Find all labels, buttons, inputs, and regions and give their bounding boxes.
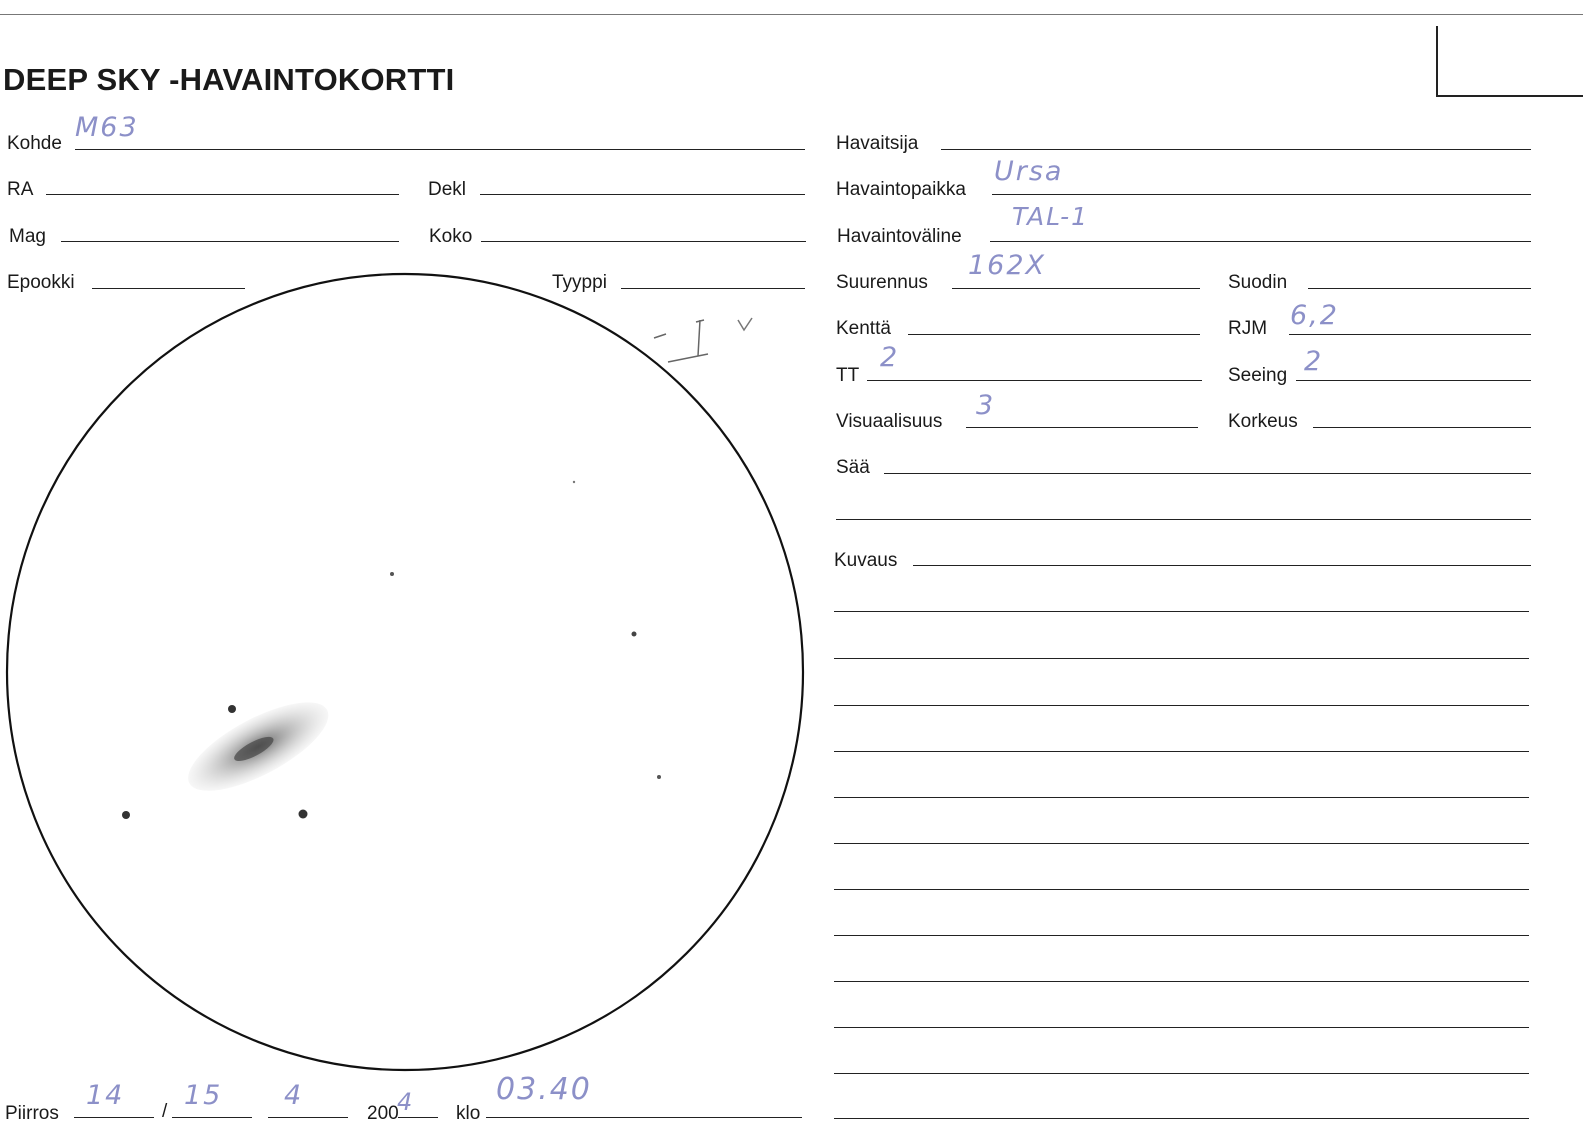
value-tt: 2 [880, 342, 900, 373]
label-kentta: Kenttä [836, 318, 891, 339]
value-kohde: M63 [75, 112, 139, 143]
star [122, 811, 130, 819]
kuvaus-line[interactable] [834, 1118, 1529, 1119]
kuvaus-line[interactable] [834, 658, 1529, 659]
top-border [0, 14, 1583, 15]
star [299, 810, 308, 819]
star [632, 632, 637, 637]
date-separator: / [162, 1101, 168, 1122]
label-seeing: Seeing [1228, 365, 1288, 386]
field-day[interactable] [74, 1117, 154, 1118]
kuvaus-line[interactable] [834, 751, 1529, 752]
label-visuaalisuus: Visuaalisuus [836, 411, 943, 432]
value-visuaalisuus: 3 [976, 390, 996, 421]
label-saa: Sää [836, 457, 870, 478]
kuvaus-line[interactable] [834, 843, 1529, 844]
kuvaus-line[interactable] [834, 889, 1529, 890]
label-piirros: Piirros [5, 1103, 59, 1124]
label-suurennus: Suurennus [836, 272, 928, 293]
field-ra[interactable] [46, 194, 399, 195]
label-tyyppi: Tyyppi [552, 272, 607, 293]
label-havaintopaikka: Havaintopaikka [836, 179, 966, 200]
field-kohde[interactable] [75, 149, 805, 150]
label-suodin: Suodin [1228, 272, 1288, 293]
value-month2: 4 [284, 1080, 304, 1111]
label-dekl: Dekl [428, 179, 467, 200]
orientation-arrow-icon [648, 310, 768, 370]
field-saa-line2[interactable] [836, 519, 1531, 520]
galaxy-sketch [176, 685, 340, 808]
kuvaus-line[interactable] [834, 797, 1529, 798]
field-saa[interactable] [884, 473, 1531, 474]
field-year[interactable] [398, 1117, 438, 1118]
card-title: DEEP SKY -HAVAINTOKORTTI [3, 62, 455, 97]
star [657, 775, 661, 779]
field-klo[interactable] [486, 1117, 802, 1118]
value-time: 03.40 [496, 1072, 592, 1107]
value-havaintopaikka: Ursa [994, 156, 1064, 187]
corner-mark [1436, 26, 1438, 96]
value-seeing: 2 [1304, 346, 1324, 377]
field-korkeus[interactable] [1313, 427, 1531, 428]
kuvaus-line[interactable] [834, 611, 1529, 612]
kuvaus-line[interactable] [834, 935, 1529, 936]
value-havaintovaline: TAL-1 [1012, 202, 1089, 231]
label-epookki: Epookki [7, 272, 75, 293]
label-rjm: RJM [1228, 318, 1268, 339]
field-kentta[interactable] [908, 334, 1200, 335]
label-year: 200 [367, 1103, 399, 1124]
kuvaus-line[interactable] [834, 1073, 1529, 1074]
label-koko: Koko [429, 226, 473, 247]
field-seeing[interactable] [1296, 380, 1531, 381]
field-havaintovaline[interactable] [990, 241, 1531, 242]
value-suurennus: 162X [968, 250, 1047, 281]
kuvaus-line[interactable] [834, 705, 1529, 706]
label-ra: RA [7, 179, 34, 200]
field-koko[interactable] [481, 241, 806, 242]
value-day: 14 [86, 1080, 125, 1111]
corner-mark-base [1436, 95, 1583, 97]
label-kohde: Kohde [7, 133, 62, 154]
field-mag[interactable] [61, 241, 399, 242]
field-dekl[interactable] [480, 194, 805, 195]
value-rjm: 6,2 [1290, 300, 1339, 331]
star [573, 481, 575, 483]
field-havaitsija[interactable] [941, 149, 1531, 150]
field-suodin[interactable] [1308, 288, 1531, 289]
value-year-digit: 4 [397, 1088, 415, 1116]
field-rjm[interactable] [1289, 334, 1531, 335]
field-visuaalisuus[interactable] [966, 427, 1198, 428]
label-kuvaus: Kuvaus [834, 550, 898, 571]
eyepiece-circle [7, 274, 803, 1070]
star [390, 572, 394, 576]
field-month[interactable] [172, 1117, 252, 1118]
kuvaus-line[interactable] [834, 1027, 1529, 1028]
field-month2[interactable] [268, 1117, 348, 1118]
kuvaus-line[interactable] [834, 981, 1529, 982]
field-havaintopaikka[interactable] [992, 194, 1531, 195]
label-korkeus: Korkeus [1228, 411, 1298, 432]
field-suurennus[interactable] [952, 288, 1200, 289]
star [228, 705, 236, 713]
label-havaitsija: Havaitsija [836, 133, 919, 154]
field-kuvaus[interactable] [913, 565, 1531, 566]
value-month: 15 [184, 1080, 223, 1111]
label-klo: klo [456, 1103, 481, 1124]
label-tt: TT [836, 365, 860, 386]
label-havaintovaline: Havaintoväline [837, 226, 962, 247]
field-tt[interactable] [867, 380, 1202, 381]
label-mag: Mag [9, 226, 46, 247]
sketch-field [0, 270, 820, 1080]
